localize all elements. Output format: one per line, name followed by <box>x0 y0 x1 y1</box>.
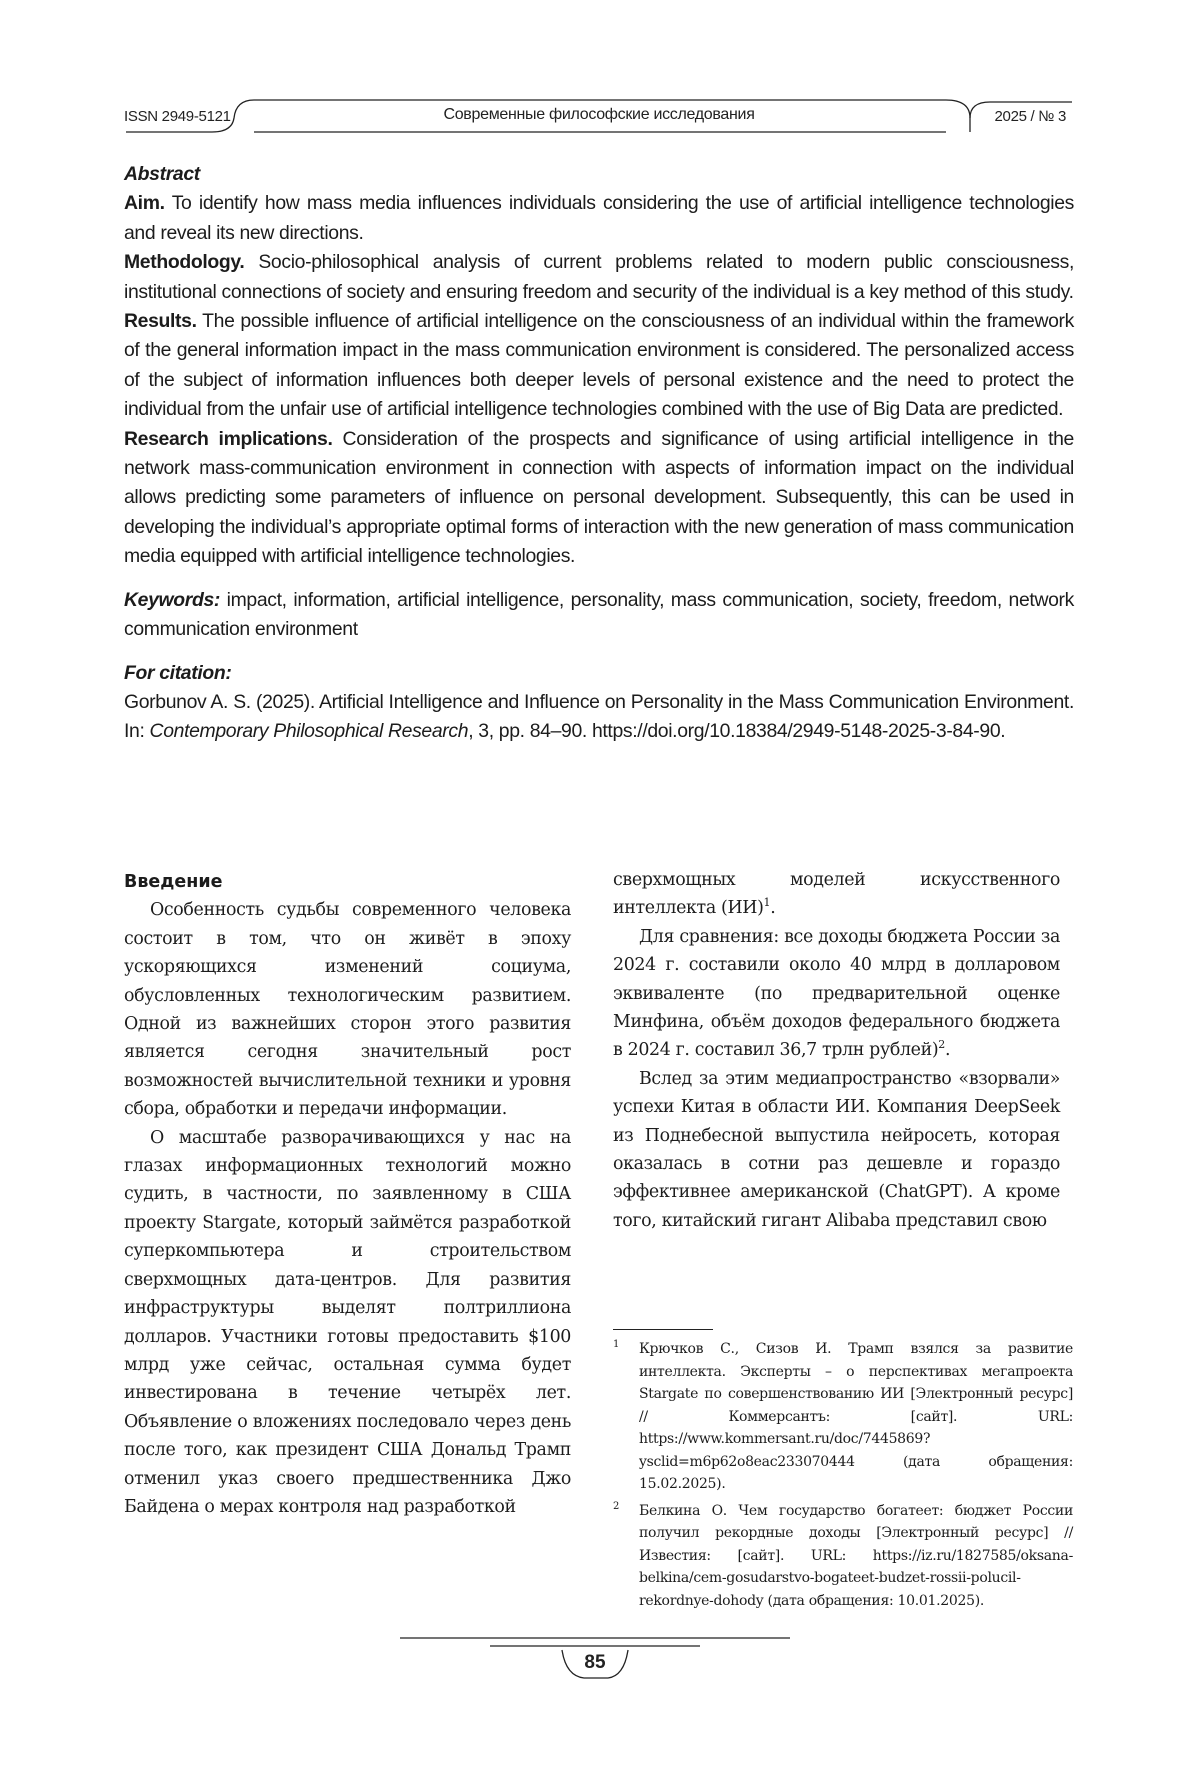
issn: ISSN 2949-5121 <box>124 108 231 125</box>
paragraph-2-continued: сверхмощных моделей искусственного интеллекта (ИИ)$^1$. <box>613 870 1060 919</box>
journal-title: Современные философские исследования <box>443 106 755 123</box>
methodology-label: Methodology. <box>124 251 245 274</box>
aim-text: To identify how mass media influences individuals considering the use of artificial intelligence technologies and reveal its new directions. <box>124 192 1074 244</box>
footnotes <box>613 1338 1073 1616</box>
citation-post: , 3, pp. 84–90. https://doi.org/10.18384/2949-5148-2025-3-84-90. <box>468 720 1006 743</box>
running-header <box>124 92 1074 142</box>
right-column <box>613 866 1060 1235</box>
paragraph-3-text: Для сравнения: все доходы бюджета России за 2024 г. составили около 40 млрд в долларовом эквиваленте (по предварительной оценке Минфина, объём доходов федерального бюджета в 2024 г. составил 36,7 трлн рублей) <box>613 926 1060 1061</box>
footnote-number: 1 <box>613 1339 620 1350</box>
footnote-ref-1[interactable]: 1 <box>763 896 771 910</box>
issue-number: 2025 / № 3 <box>994 108 1066 125</box>
citation-journal: Contemporary Philosophical Research <box>149 720 469 743</box>
results-text: The possible influence of artificial intelligence on the consciousness of an individual within the framework of the general information impact in the mass communication environment is considered. The personalized access of the subject of information influences both deeper levels of personal existence and the need to protect the individual from the unfair use of artificial intelligence technologies combined with the use of Big Data are predicted. <box>124 310 1074 421</box>
footnote-text: Крючков С., Сизов И. Трамп взялся за развитие интеллекта. Эксперты – о перспективах мегапроекта Stargate по совершенствованию ИИ [Электронный ресурс] // Коммерсантъ: [сайт]. URL: https://www.kommersant.ru/doc/7445869?ysclid=m6p62o8eac233070444 (дата обращения: 15.02.2025). <box>639 1341 1073 1492</box>
paragraph-3: Для сравнения: все доходы бюджета России за 2024 г. составили около 40 млрд в долларовом эквиваленте (по предварительной оценке Минфина, объём доходов федерального бюджета в 2024 г. составил 36,7 трлн рублей)$^2$. <box>613 926 1060 1061</box>
left-column <box>124 868 571 1521</box>
section-title: Введение <box>124 872 223 892</box>
methodology-text: Socio-philosophical analysis of current problems related to modern public consciousness, institutional connections of society and ensuring freedom and security of the individual is a key method of this study. <box>124 251 1075 303</box>
implications-text: Consideration of the prospects and significance of using artificial intelligence in the network mass-communication environment in connection with aspects of information impact on the individual allows predicting some parameters of influence on personal development. Subsequently, this can be used in developing the individual’s appropriate optimal forms of interaction with the new generation of mass communication media equipped with artificial intelligence technologies. <box>124 427 1074 568</box>
paragraph-1: Особенность судьбы современного человека состоит в том, что он живёт в эпоху ускоряющихся изменений социума, обусловленных технологическим развитием. Одной из важнейших сторон этого развития является сегодня значительный рост возможностей вычислительной техники и уровня сбора, обработки и передачи информации. <box>124 900 571 1120</box>
aim-label: Aim. <box>124 192 165 215</box>
implications-label: Research implications. <box>124 427 333 450</box>
abstract-implications <box>124 425 1074 572</box>
footnote-divider <box>613 1329 713 1330</box>
keywords-text: impact, information, artificial intelligence, personality, mass communication, society, freedom, network communication environment <box>124 588 1074 641</box>
footnote <box>613 1500 1073 1613</box>
page-footer <box>400 1636 790 1696</box>
footnote-text: Белкина О. Чем государство богатеет: бюджет России получил рекордные доходы [Электронный ресурс] // Известия: [сайт]. URL: https://iz.ru/1827585/oksana-belkina/cem-gosudarstvo-bogateet-budzet-rossii-polucil-rekordnye-dohody (дата обращения: 10.01.2025). <box>639 1502 1073 1609</box>
footnote-ref-2[interactable]: 2 <box>938 1038 945 1052</box>
paragraph-2-cont-text: сверхмощных моделей искусственного интеллекта (ИИ) <box>613 870 1060 919</box>
citation-label: For citation: <box>124 661 232 684</box>
keywords <box>124 586 1074 645</box>
keywords-label: Keywords: <box>124 588 220 611</box>
paragraph-2: О масштабе разворачивающихся у нас на глазах информационных технологий можно судить, в частности, по заявленному в США проекту Stargate, который займётся разработкой суперкомпьютера и строительством сверхмощных дата-центров. Для развития инфраструктуры выделят полтриллиона долларов. Участники готовы предоставить $100 млрд уже сейчас, остальная сумма будет инвестирована в течение четырёх лет. Объявление о вложениях последовало через день после того, как президент США Дональд Трамп отменил указ своего предшественника Джо Байдена о мерах контроля над разработкой <box>124 1127 571 1517</box>
abstract-title: Abstract <box>124 163 200 185</box>
abstract-methodology <box>124 248 1074 307</box>
abstract-block <box>124 160 1074 747</box>
results-label: Results. <box>124 310 197 333</box>
paragraph-4: Вслед за этим медиапространство «взорвали» успехи Китая в области ИИ. Компания DeepSeek из Поднебесной выпустила нейросеть, которая оказалась в сотни раз дешевле и гораздо эффективнее американской (ChatGPT). А кроме того, китайский гигант Alibaba представил свою <box>613 1068 1060 1231</box>
footnote-number: 2 <box>613 1500 620 1512</box>
abstract-results <box>124 307 1074 425</box>
footnote <box>613 1338 1073 1496</box>
citation <box>124 688 1074 747</box>
citation-pre: Gorbunov A. S. (2025). Artificial Intelligence and Influence on Personality in the Mass Communication Environment. In: <box>124 690 1074 743</box>
abstract-aim <box>124 189 1074 248</box>
page-number: 85 <box>584 1652 606 1673</box>
